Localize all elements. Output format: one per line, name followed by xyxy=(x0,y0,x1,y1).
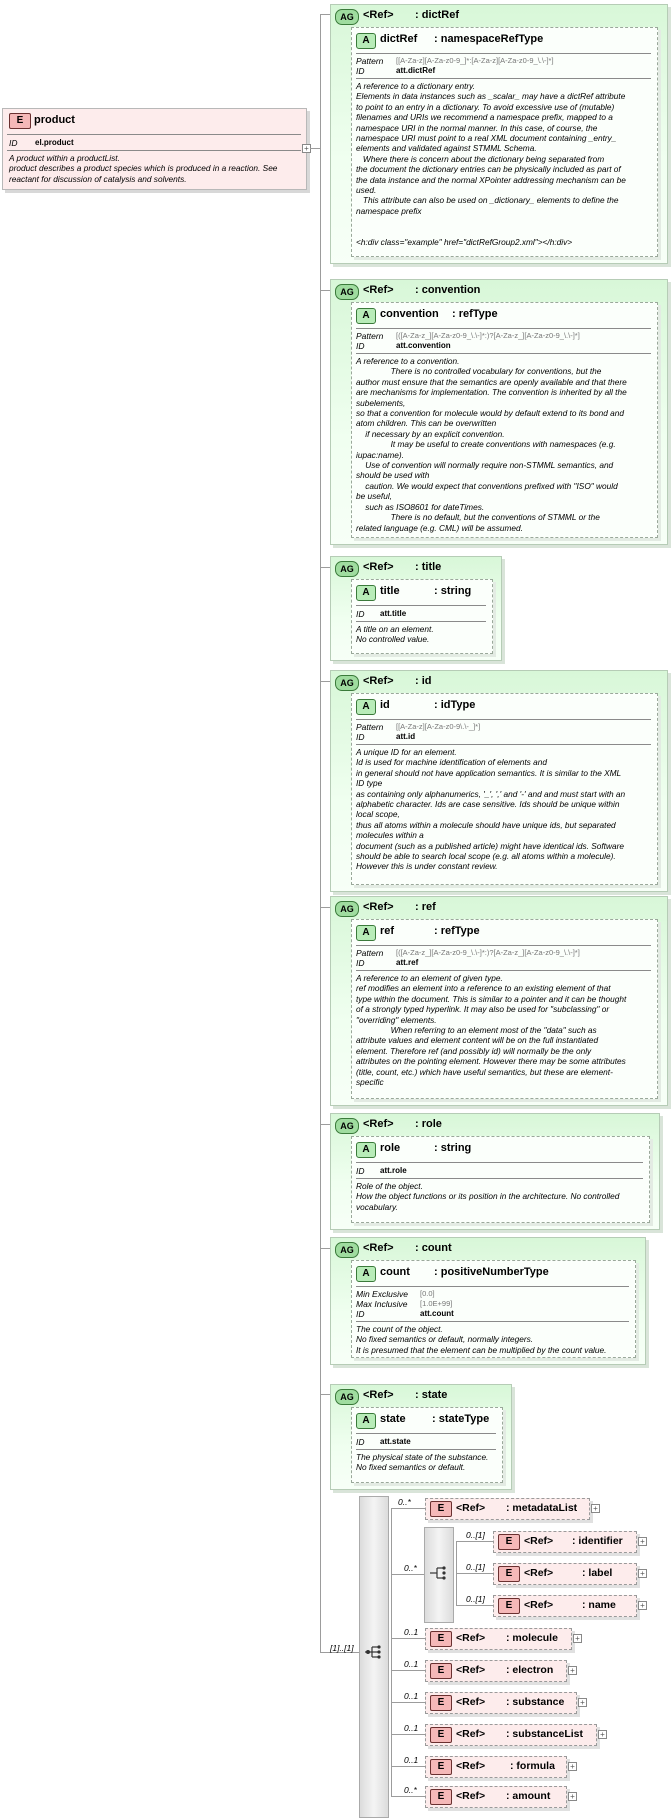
attribute-type: : refType xyxy=(434,925,480,937)
attribute-type: : string xyxy=(434,1142,472,1154)
element-badge: E xyxy=(430,1631,452,1647)
attribute-group-role[interactable] xyxy=(330,1113,660,1230)
element-doc: A product within a productList. product describes a product species which is produced in a reaction. See reactant for discussion of catalysis and solvents. xyxy=(9,153,278,184)
choice-icon xyxy=(429,1565,447,1581)
child-name: : name xyxy=(582,1599,616,1611)
min-exclusive-label: Min Exclusive xyxy=(356,1289,408,1299)
element-badge: E xyxy=(430,1501,452,1517)
element-badge: E xyxy=(430,1663,452,1679)
id-label: ID xyxy=(356,341,365,351)
max-inclusive-value: [1.0E+99] xyxy=(420,1299,453,1308)
group-title: : count xyxy=(415,1242,452,1254)
divider xyxy=(356,1433,496,1434)
ref-label: <Ref> xyxy=(456,1632,486,1644)
sequence-cardinality: [1]..[1] xyxy=(330,1643,354,1653)
id-label: ID xyxy=(356,1166,365,1176)
connector xyxy=(320,14,330,15)
expand-toggle[interactable]: + xyxy=(591,1504,600,1513)
attribute-doc: A reference to a convention. There is no controlled vocabulary for conventions, but the author must ensure that the semantics are openly available and that there are mechanisms for implementation. The convention is inherited by all the subelements, so that a convention for molecule would by default extend to its bond and atom children. This can be overwritten if necessary by an explicit convention. It may be useful to create conventions with namespaces (e.g. iupac:name). Use of convention will normally require non-STMML semantics, and should be used with caution. We would expect that conventions prefixed with "ISO" would be useful, such as ISO8601 for dateTimes. There is no default, but the conventions of STMML or the related language (e.g. CML) will be assumed. xyxy=(356,356,627,533)
attribute-state[interactable] xyxy=(351,1407,503,1483)
divider xyxy=(356,1321,629,1322)
ref-label: <Ref> xyxy=(456,1790,486,1802)
id-value: att.ref xyxy=(396,958,419,967)
attribute-badge: A xyxy=(356,1266,376,1282)
attribute-name: id xyxy=(380,699,390,711)
id-label: ID xyxy=(356,1437,365,1447)
ag-badge: AG xyxy=(335,1118,359,1134)
child-cardinality: 0..[1] xyxy=(466,1594,485,1604)
attribute-badge: A xyxy=(356,585,376,601)
id-value: att.convention xyxy=(396,341,451,350)
expand-toggle[interactable]: + xyxy=(568,1666,577,1675)
ag-badge: AG xyxy=(335,284,359,300)
child-cardinality: 0..1 xyxy=(404,1723,419,1733)
expand-toggle[interactable]: + xyxy=(568,1762,577,1771)
child-substance[interactable] xyxy=(425,1692,577,1714)
connector xyxy=(320,1394,330,1395)
child-cardinality: 0..1 xyxy=(404,1691,419,1701)
divider xyxy=(356,1162,643,1163)
choice-cardinality: 0..* xyxy=(404,1563,417,1573)
attribute-badge: A xyxy=(356,699,376,715)
connector xyxy=(320,907,330,908)
child-cardinality: 0..* xyxy=(398,1497,411,1507)
attribute-doc: The count of the object. No fixed semantics or default, normally integers. It is presumed that the element can be multiplied by the count value. xyxy=(356,1324,607,1355)
ref-label: <Ref> xyxy=(363,675,394,687)
attribute-badge: A xyxy=(356,308,376,324)
id-value: att.count xyxy=(420,1309,454,1318)
attribute-doc: A reference to an element of given type. ref modifies an element into a reference to an existing element of that type within the document. This is similar to a pointer and it can be thought of a strongly typed hyperlink. It may also be used for "subclassing" or "overriding" elements. When referring to an element most of the "data" such as attribute values and element content will be on the full instantiated element. Therefore ref (and possibly id) will normally be the only attributes on the pointing element. However there may be some attributes (title, count, etc.) which have useful semantics, but these are element- specific xyxy=(356,973,627,1088)
attribute-title[interactable] xyxy=(351,579,493,654)
child-metadatalist[interactable] xyxy=(425,1498,590,1520)
attribute-count[interactable] xyxy=(351,1260,636,1358)
child-name: : electron xyxy=(506,1664,554,1676)
child-formula[interactable] xyxy=(425,1756,567,1778)
connector xyxy=(391,1508,425,1509)
expand-toggle[interactable]: + xyxy=(638,1601,647,1610)
connector xyxy=(320,567,330,568)
attribute-badge: A xyxy=(356,33,376,49)
divider xyxy=(356,53,651,54)
pattern-label: Pattern xyxy=(356,948,384,958)
child-name: : molecule xyxy=(506,1632,558,1644)
attribute-group-convention[interactable] xyxy=(330,279,668,545)
attribute-type: : string xyxy=(434,585,472,597)
child-cardinality: 0..1 xyxy=(404,1627,419,1637)
attribute-type: : refType xyxy=(452,308,498,320)
group-title: : ref xyxy=(415,901,436,913)
connector xyxy=(391,1638,425,1639)
id-label: ID xyxy=(356,958,365,968)
id-label: ID xyxy=(356,609,365,619)
ag-badge: AG xyxy=(335,561,359,577)
pattern-value: [([A-Za-z_][A-Za-z0-9_\.\-]*:)?[A-Za-z_][A-Za-z0-9_\.\-]*] xyxy=(396,948,580,957)
id-value: att.state xyxy=(380,1437,411,1446)
ref-label: <Ref> xyxy=(524,1535,554,1547)
id-value: att.title xyxy=(380,609,407,618)
max-inclusive-label: Max Inclusive xyxy=(356,1299,408,1309)
divider xyxy=(7,134,301,135)
element-badge: E xyxy=(430,1759,452,1775)
attribute-doc: The physical state of the substance. No fixed semantics or default. xyxy=(356,1452,489,1473)
divider xyxy=(356,78,651,79)
attribute-group-ref[interactable] xyxy=(330,896,668,1106)
id-value: att.dictRef xyxy=(396,66,436,75)
element-badge: E xyxy=(498,1566,520,1582)
child-name-element[interactable] xyxy=(493,1595,637,1617)
attribute-name: role xyxy=(380,1142,401,1154)
child-name: : formula xyxy=(510,1760,555,1772)
connector xyxy=(391,1766,425,1767)
connector xyxy=(391,1734,425,1735)
ref-label: <Ref> xyxy=(363,561,394,573)
ref-label: <Ref> xyxy=(363,1242,394,1254)
attribute-doc: A reference to a dictionary entry. Elements in data instances such as _scalar_ may have a dictRef attribute to point to an entry in a dictionary. To avoid excessive use of (mutable) filenames and URIs we recommend a namespace prefix, mapped to a namespace URI in the normal manner. In this case, of course, the namespace URI must point to a real XML document containing _entry_ elements and validated against STMML Schema. Where there is concern about the dictionary being separated from the document the dictionary entries can be physically included as part of the data instance and the normal XPointer addressing mechanism can be used. This attribute can also be used on _dictionary_ elements to define the namespace prefix <h:div class="example" href="dictRefGroup2.xml"></h:div> xyxy=(356,81,626,248)
connector xyxy=(456,1541,493,1542)
ag-badge: AG xyxy=(335,675,359,691)
child-name: : substanceList xyxy=(506,1728,584,1740)
id-label: ID xyxy=(356,1309,365,1319)
attribute-name: state xyxy=(380,1413,406,1425)
child-label[interactable] xyxy=(493,1563,637,1585)
attribute-dictref[interactable] xyxy=(351,27,658,257)
child-name: : metadataList xyxy=(506,1502,578,1514)
id-value: el.product xyxy=(35,138,74,147)
element-badge: E xyxy=(498,1534,520,1550)
attribute-type: : stateType xyxy=(432,1413,490,1425)
child-cardinality: 0..[1] xyxy=(466,1530,485,1540)
group-title: : role xyxy=(415,1118,442,1130)
connector xyxy=(391,1670,425,1671)
expand-toggle[interactable]: + xyxy=(568,1792,577,1801)
connector xyxy=(320,681,330,682)
connector xyxy=(320,1124,330,1125)
divider xyxy=(356,1178,643,1179)
group-title: : state xyxy=(415,1389,448,1401)
child-cardinality: 0..* xyxy=(404,1785,417,1795)
child-name: : substance xyxy=(506,1696,565,1708)
child-cardinality: 0..1 xyxy=(404,1659,419,1669)
attribute-badge: A xyxy=(356,1142,376,1158)
attribute-badge: A xyxy=(356,925,376,941)
id-label: ID xyxy=(9,138,18,148)
connector xyxy=(320,1248,330,1249)
divider xyxy=(356,328,651,329)
ref-label: <Ref> xyxy=(363,1118,394,1130)
attribute-group-title[interactable] xyxy=(330,556,502,661)
pattern-value: [[A-Za-z][A-Za-z0-9\.\-_]*] xyxy=(396,722,481,731)
pattern-label: Pattern xyxy=(356,722,384,732)
expand-toggle[interactable]: + xyxy=(578,1698,587,1707)
divider xyxy=(356,621,486,622)
connector xyxy=(456,1605,493,1606)
attribute-convention[interactable] xyxy=(351,302,658,538)
child-amount[interactable] xyxy=(425,1786,567,1808)
sequence-icon xyxy=(364,1644,382,1660)
element-badge: E xyxy=(498,1598,520,1614)
element-badge: E xyxy=(430,1789,452,1805)
ref-label: <Ref> xyxy=(456,1696,486,1708)
connector xyxy=(391,1574,424,1575)
id-value: att.role xyxy=(380,1166,407,1175)
attribute-name: convention xyxy=(380,308,439,320)
ref-label: <Ref> xyxy=(363,901,394,913)
attribute-name: title xyxy=(380,585,400,597)
pattern-label: Pattern xyxy=(356,331,384,341)
connector xyxy=(320,290,330,291)
product-element[interactable] xyxy=(2,108,307,190)
element-badge: E xyxy=(430,1727,452,1743)
ref-label: <Ref> xyxy=(363,9,394,21)
id-label: ID xyxy=(356,66,365,76)
pattern-value: [[A-Za-z][A-Za-z0-9_]*:[A-Za-z][A-Za-z0-9_\.\-]*] xyxy=(396,56,554,65)
attribute-group-dictref[interactable] xyxy=(330,4,668,264)
divider xyxy=(7,150,301,151)
connector xyxy=(391,1796,425,1797)
ref-label: <Ref> xyxy=(456,1760,486,1772)
divider xyxy=(356,1449,496,1450)
child-name: : identifier xyxy=(572,1535,623,1547)
attribute-id[interactable] xyxy=(351,693,658,885)
ref-label: <Ref> xyxy=(456,1728,486,1740)
child-electron[interactable] xyxy=(425,1660,567,1682)
expand-toggle[interactable]: + xyxy=(573,1634,582,1643)
element-badge: E xyxy=(430,1695,452,1711)
pattern-value: [([A-Za-z_][A-Za-z0-9_\.\-]*:)?[A-Za-z_][A-Za-z0-9_\.\-]*] xyxy=(396,331,580,340)
attribute-doc: A title on an element. No controlled value. xyxy=(356,624,434,645)
divider xyxy=(356,719,651,720)
attribute-type: : positiveNumberType xyxy=(434,1266,549,1278)
child-substancelist[interactable] xyxy=(425,1724,597,1746)
connector xyxy=(310,148,320,149)
ag-badge: AG xyxy=(335,1389,359,1405)
ag-badge: AG xyxy=(335,901,359,917)
element-badge: E xyxy=(9,113,31,129)
ref-label: <Ref> xyxy=(363,284,394,296)
attribute-type: : namespaceRefType xyxy=(434,33,544,45)
group-title: : title xyxy=(415,561,442,573)
ref-label: <Ref> xyxy=(456,1664,486,1676)
child-cardinality: 0..1 xyxy=(404,1755,419,1765)
expand-toggle[interactable]: + xyxy=(302,144,311,153)
expand-toggle[interactable]: + xyxy=(638,1569,647,1578)
attribute-type: : idType xyxy=(434,699,476,711)
divider xyxy=(356,1286,629,1287)
attribute-role[interactable] xyxy=(351,1136,650,1223)
child-name: : amount xyxy=(506,1790,551,1802)
divider xyxy=(356,744,651,745)
ref-label: <Ref> xyxy=(524,1599,554,1611)
connector xyxy=(391,1702,425,1703)
connector xyxy=(456,1573,493,1574)
ref-label: <Ref> xyxy=(524,1567,554,1579)
id-value: att.id xyxy=(396,732,416,741)
attribute-ref[interactable] xyxy=(351,919,658,1099)
divider xyxy=(356,605,486,606)
divider xyxy=(356,970,651,971)
ref-label: <Ref> xyxy=(456,1502,486,1514)
group-title: : dictRef xyxy=(415,9,459,21)
pattern-label: Pattern xyxy=(356,56,384,66)
attribute-badge: A xyxy=(356,1413,376,1429)
group-title: : id xyxy=(415,675,432,687)
divider xyxy=(356,353,651,354)
attribute-name: ref xyxy=(380,925,395,937)
attribute-name: dictRef xyxy=(380,33,418,45)
element-name: product xyxy=(34,114,75,126)
attribute-group-state[interactable] xyxy=(330,1384,512,1490)
connector-trunk xyxy=(320,14,321,1652)
attribute-group-id[interactable] xyxy=(330,670,668,892)
attribute-doc: Role of the object. How the object functions or its position in the architecture. No controlled vocabulary. xyxy=(356,1181,620,1212)
attribute-group-count[interactable] xyxy=(330,1237,646,1365)
ref-label: <Ref> xyxy=(363,1389,394,1401)
attribute-doc: A unique ID for an element. Id is used for machine identification of elements and in general should not have application semantics. It is similar to the XML ID type as containing only alphanumerics, '_', ',' and '-' and and must start with an alphabetic character. Ids are case sensitive. Ids should be unique within local scope, thus all atoms within a molecule should have unique ids, but separated molecules within a document (such as a published article) might have identical ids. Software should be able to search local scope (e.g. all atoms within a molecule). However this is under constant review. xyxy=(356,747,626,872)
child-name: : label xyxy=(582,1567,613,1579)
ag-badge: AG xyxy=(335,9,359,25)
sequence-branch xyxy=(391,1508,392,1796)
ag-badge: AG xyxy=(335,1242,359,1258)
child-molecule[interactable] xyxy=(425,1628,572,1650)
id-label: ID xyxy=(356,732,365,742)
attribute-name: count xyxy=(380,1266,410,1278)
child-identifier[interactable] xyxy=(493,1531,637,1553)
child-cardinality: 0..[1] xyxy=(466,1562,485,1572)
min-exclusive-value: [0.0] xyxy=(420,1289,435,1298)
expand-toggle[interactable]: + xyxy=(638,1537,647,1546)
divider xyxy=(356,945,651,946)
expand-toggle[interactable]: + xyxy=(598,1730,607,1739)
group-title: : convention xyxy=(415,284,481,296)
